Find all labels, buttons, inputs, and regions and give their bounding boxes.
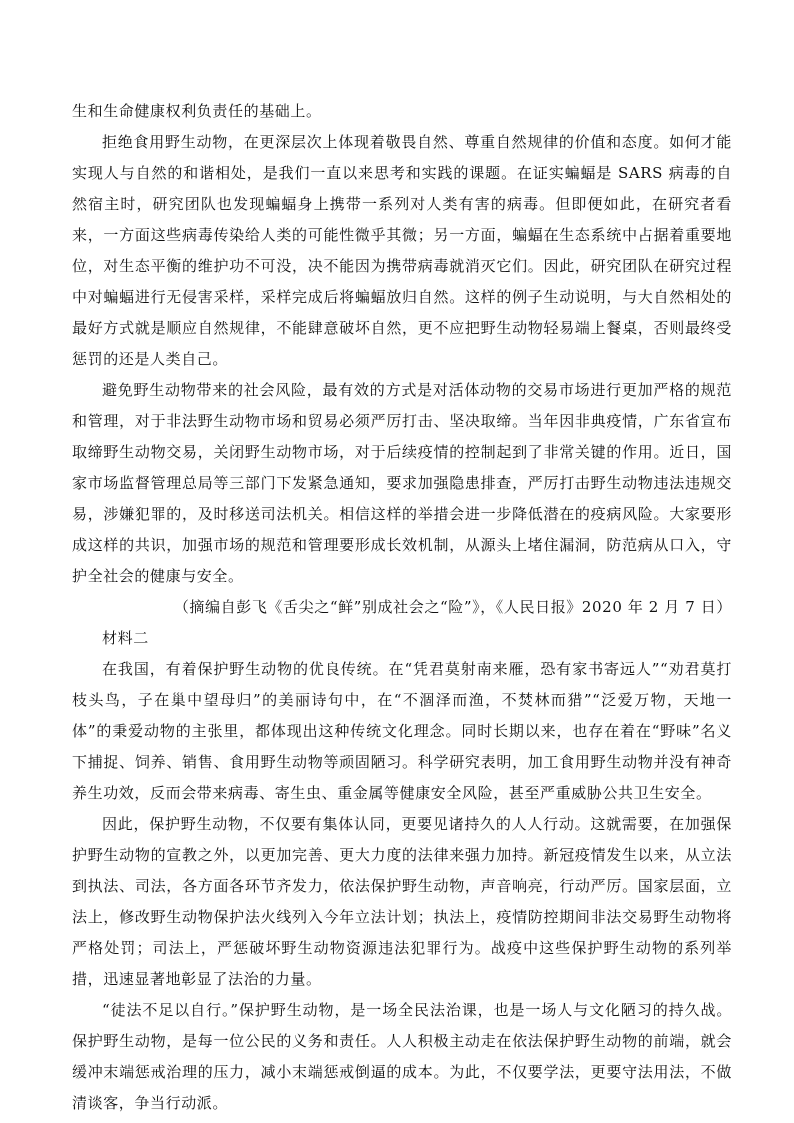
source-citation: （摘编自彭飞《舌尖之“鲜”别成社会之“险”》，《人民日报》2020 年 2 月 7 日） <box>173 598 732 616</box>
paragraph-tradition: 在我国，有着保护野生动物的优良传统。在“凭君莫射南来雁，恐有家书寄远人”“劝君莫打枝头鸟，子在巢中望母归”的美丽诗句中，在“不涸泽而渔，不焚林而猎”“泛爱万物，天地一体”的秉爱动物的主张里，都体现出这种传统文化理念。同时长期以来，也存在着在“野味”名义下捕捉、饲养、销售、食用野生动物等顽固陋习。科学研究表明，加工食用野生动物并没有神奇养生功效，反而会带来病毒、寄生虫、重金属等健康安全风险，甚至严重威胁公共卫生安全。 <box>72 660 732 802</box>
paragraph-market-regulation: 避免野生动物带来的社会风险，最有效的方式是对活体动物的交易市场进行更加严格的规范和管理，对于非法野生动物市场和贸易必须严厉打击、坚决取缔。当年因非典疫情，广东省宣布取缔野生动物交易，关闭野生动物市场，对于后续疫情的控制起到了非常关键的作用。近日，国家市场监督管理总局等三部门下发紧急通知，要求加强隐患排查，严厉打击野生动物违法违规交易，涉嫌犯罪的，及时移送司法机关。相信这样的举措会进一步降低潜在的疫病风险。大家要形成这样的共识，加强市场的规范和管理要形成长效机制，从源头上堵住漏洞，防范病从口入，守护全社会的健康与安全。 <box>72 381 732 585</box>
paragraph-legal-protection: 因此，保护野生动物，不仅要有集体认同，更要见诸持久的人人行动。这就需要，在加强保护野生动物的宣教之外，以更加完善、更大力度的法律来强力加持。新冠疫情发生以来，从立法到执法、司法，各方面各环节齐发力，依法保护野生动物，声音响亮，行动严厉。国家层面，立法上，修改野生动物保护法火线列入今年立法计划；执法上，疫情防控期间非法交易野生动物将严格处罚；司法上，严惩破坏野生动物资源违法犯罪行为。战疫中这些保护野生动物的系列举措，迅速显著地彰显了法治的力量。 <box>72 815 732 988</box>
paragraph-continuation: 生和生命健康权利负责任的基础上。 <box>72 102 322 120</box>
paragraph-respect-nature: 拒绝食用野生动物，在更深层次上体现着敬畏自然、尊重自然规律的价值和态度。如何才能实现人与自然的和谐相处，是我们一直以来思考和实践的课题。在证实蝙蝠是 SARS 病毒的自然宿主时，研究团队也发现蝙蝠身上携带一系列对人类有害的病毒。但即便如此，在研究者看来，一方面这些病毒传染给人类的可能性微乎其微；另一方面，蝙蝠在生态系统中占据着重要地位，对生态平衡的维护功不可没，决不能因为携带病毒就消灭它们。因此，研究团队在研究过程中对蝙蝠进行无侵害采样，采样完成后将蝙蝠放归自然。这样的例子生动说明，与大自然相处的最好方式就是顺应自然规律，不能肆意破坏自然，更不应把野生动物轻易端上餐桌，否则最终受惩罚的还是人类自己。 <box>72 133 732 368</box>
document-body <box>72 96 732 1119</box>
paragraph-citizen-duty: “徒法不足以自行。”保护野生动物，是一场全民法治课，也是一场人与文化陋习的持久战。保护野生动物，是每一位公民的义务和责任。人人积极主动走在依法保护野生动物的前端，就会缓冲末端惩戒治理的压力，减小末端惩戒倒逼的成本。为此，不仅要学法，更要守法用法，不做清谈客，争当行动派。 <box>72 1001 732 1112</box>
section-heading-material-two: 材料二 <box>102 629 149 647</box>
